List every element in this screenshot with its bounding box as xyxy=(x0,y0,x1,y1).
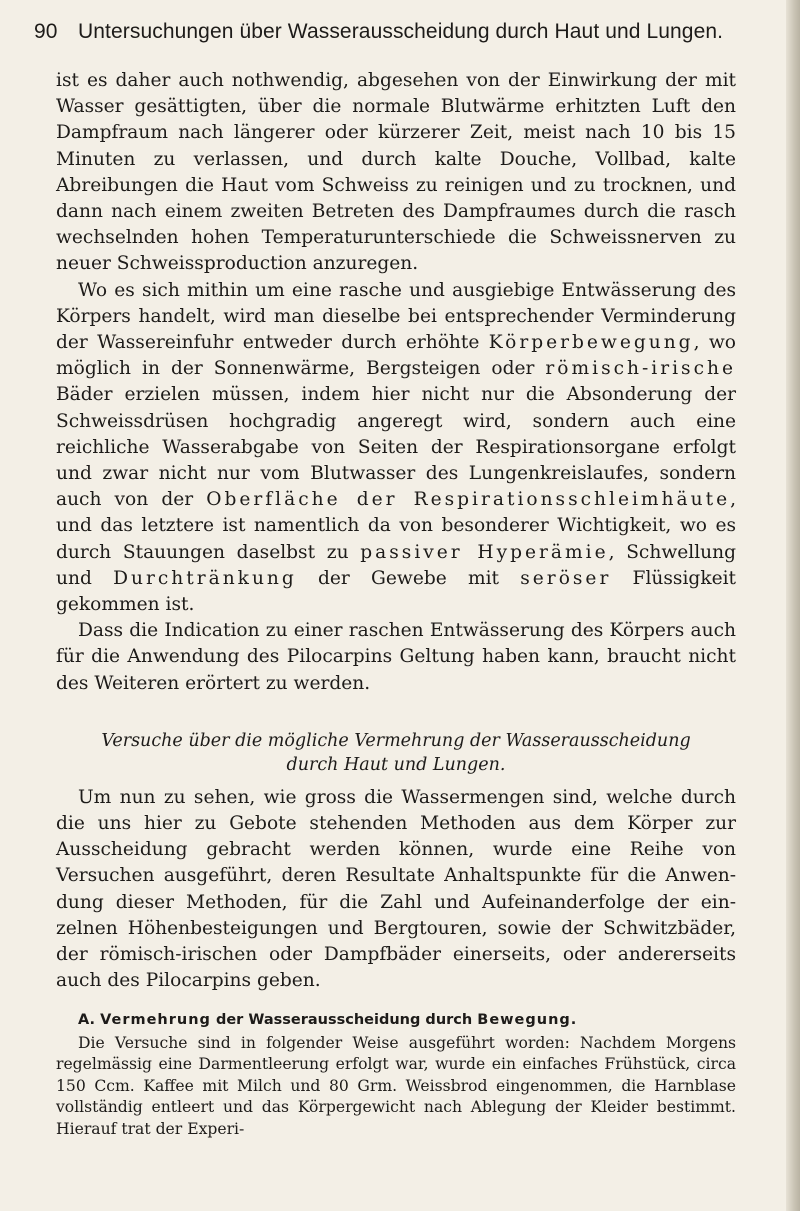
subtitle-line-1: Versuche über die mögliche Vermehrung der Wasserausscheidung xyxy=(101,730,691,751)
spaced-emphasis: Oberfläche der Respirationsschleimhäute xyxy=(206,489,731,511)
text-body xyxy=(56,68,736,1140)
spaced-emphasis: Körperbewegung xyxy=(488,332,694,354)
subtitle-line-2: durch Haut und Lungen. xyxy=(286,754,506,775)
section-subtitle xyxy=(56,729,736,777)
paragraph-4: Um nun zu sehen, wie gross die Wassermengen sind, welche durch die uns hier zu Gebote stehenden Methoden aus dem Körper zur Ausscheidung gebracht werden können, wurde eine Reihe von Versuchen ausgeführt, deren Resultate Anhaltspunkte für die Anwendung dieser Methoden, für die Zahl und Aufeinanderfolge der einzelnen Höhenbesteigungen und Bergtouren, sowie der Schwitzbäder, der römisch-irischen oder Dampfbäder einerseits, oder andererseits auch des Pilocarpins geben. xyxy=(56,786,736,992)
paragraph-3: Dass die Indication zu einer raschen Entwässerung des Körpers auch für die Anwendung des Pilocarpins Geltung haben kann, braucht nicht des Weiteren erörtert zu werden. xyxy=(56,620,736,694)
paragraph-1: ist es daher auch nothwendig, abgesehen von der Einwirkung der mit Wasser gesättigten, über die normale Blutwärme erhitzten Luft den Dampfraum nach längerer oder kürzerer Zeit, meist nach 10 bis 15 Minuten zu verlassen, und durch kalte Douche, Vollbad, kalte Abreibungen die Haut vom Schweiss zu reinigen und zu trocknen, und dann nach einem zweiten Betreten des Dampfraumes durch die rasch wechselnden hohen Temperaturunterschiede die Schweissnerven zu neuer Schweissproduction anzuregen. xyxy=(56,70,736,275)
section-heading: A. Vermehrung der Wasserausscheidung durch Bewegung. xyxy=(78,1011,577,1028)
page-edge xyxy=(786,0,800,1211)
paragraph-5: Die Versuche sind in folgender Weise ausgeführt worden: Nachdem Morgens regelmässig eine Darmentleerung erfolgt war, wurde ein einfaches Frühstück, circa 150 Ccm. Kaffee mit Milch und 80 Grm. Weissbrod eingenommen, die Harnblase vollständig entleert und das Körpergewicht nach Ablegung der Kleider bestimmt. Hierauf trat der Experi- xyxy=(56,1033,736,1138)
page-number: 90 xyxy=(34,20,58,43)
spaced-emphasis: seröser xyxy=(520,567,612,589)
spaced-emphasis: passiver Hyperämie xyxy=(360,541,609,563)
running-header xyxy=(34,20,734,44)
spaced-emphasis: römisch-irische xyxy=(545,358,736,380)
running-title: Untersuchungen über Wasserausscheidung durch Haut und Lungen. xyxy=(78,20,724,43)
spaced-emphasis: Durchtränkung xyxy=(113,567,297,589)
paragraph-2: Wo es sich mithin um eine rasche und ausgiebige Entwässerung des Körpers handelt, wird man dieselbe bei entsprechender Verminderung der Wassereinfuhr entweder durch erhöhte Körperbewegung, wo möglich in der Sonnenwärme, Bergsteigen oder römisch-irische Bäder erzielen müssen, indem hier nicht nur die Absonderung der Schweissdrüsen hochgradig angeregt wird, sondern auch eine reichliche Wasserabgabe von Seiten der Respirationsorgane erfolgt und zwar nicht nur vom Blutwasser des Lungenkreislaufes, sondern auch von der Oberfläche der Respirationsschleimhäute, und das letztere ist namentlich da von besonderer Wichtigkeit, wo es durch Stauungen daselbst zu passiver Hyperämie, Schwellung und Durchtränkung der Gewebe mit seröser Flüssigkeit gekommen ist. xyxy=(56,279,737,616)
